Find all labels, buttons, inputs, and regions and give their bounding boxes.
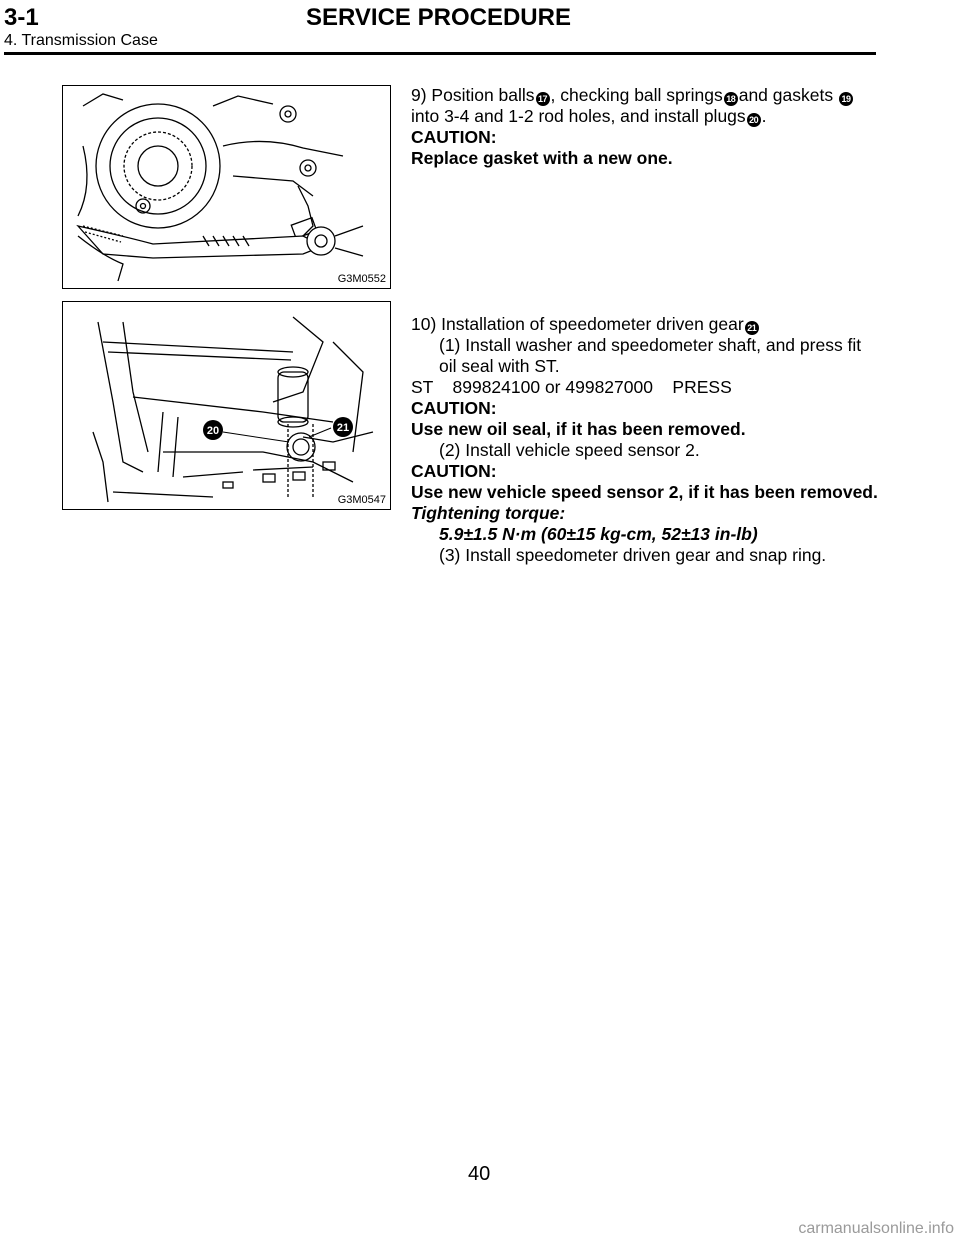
step-10 <box>411 314 881 566</box>
torque-label: Tightening torque: <box>411 503 566 523</box>
step-9 <box>411 85 881 169</box>
caution-text: Use new oil seal, if it has been removed. <box>411 419 746 439</box>
caution-label: CAUTION: <box>411 398 497 418</box>
section-number: 3-1 <box>4 4 39 31</box>
substep-3: (3) Install speedometer driven gear and snap ring. <box>439 545 827 565</box>
step-9-text-2: , checking ball springs <box>550 85 723 105</box>
substep-2: (2) Install vehicle speed sensor 2. <box>439 440 700 460</box>
step-10-heading <box>411 314 881 335</box>
callout-19: 19 <box>839 92 853 106</box>
callout-21-label: 21 <box>336 422 350 434</box>
plug-installation-illustration <box>63 86 390 288</box>
callout-21: 21 <box>745 321 759 335</box>
page-number: 40 <box>468 1163 491 1185</box>
caution-text: Replace gasket with a new one. <box>411 148 673 168</box>
figure-code: G3M0552 <box>337 273 386 285</box>
substep-1: (1) Install washer and speedometer shaft, and press fit oil seal with ST. <box>439 335 862 376</box>
step-10-text: 10) Installation of speedometer driven gear <box>411 314 744 334</box>
page-title: SERVICE PROCEDURE <box>306 4 571 31</box>
caution-label: CAUTION: <box>411 461 497 481</box>
figure-code: G3M0547 <box>337 494 386 506</box>
step-9-instruction <box>411 85 881 127</box>
header-rule <box>4 52 876 55</box>
special-tool-line: ST 899824100 or 499827000 PRESS <box>411 377 732 397</box>
figure-speedometer-gear <box>62 301 391 510</box>
torque-value: 5.9±1.5 N·m (60±15 kg-cm, 52±13 in-lb) <box>439 524 758 544</box>
callout-20-label: 20 <box>206 425 220 437</box>
watermark: carmanualsonline.info <box>798 1220 954 1237</box>
step-9-text-1: 9) Position balls <box>411 85 535 105</box>
callout-17: 17 <box>536 92 550 106</box>
step-9-text-4: into 3-4 and 1-2 rod holes, and install plugs <box>411 106 746 126</box>
section-subtitle: 4. Transmission Case <box>4 32 158 49</box>
figure-plug-installation <box>62 85 391 289</box>
callout-20: 20 <box>747 113 761 127</box>
callout-18: 18 <box>724 92 738 106</box>
step-9-text-5: . <box>761 106 767 126</box>
caution-text: Use new vehicle speed sensor 2, if it has been removed. <box>411 482 878 502</box>
speedometer-gear-illustration <box>63 302 390 509</box>
caution-label: CAUTION: <box>411 127 497 147</box>
step-9-text-3: and gaskets <box>738 85 834 105</box>
